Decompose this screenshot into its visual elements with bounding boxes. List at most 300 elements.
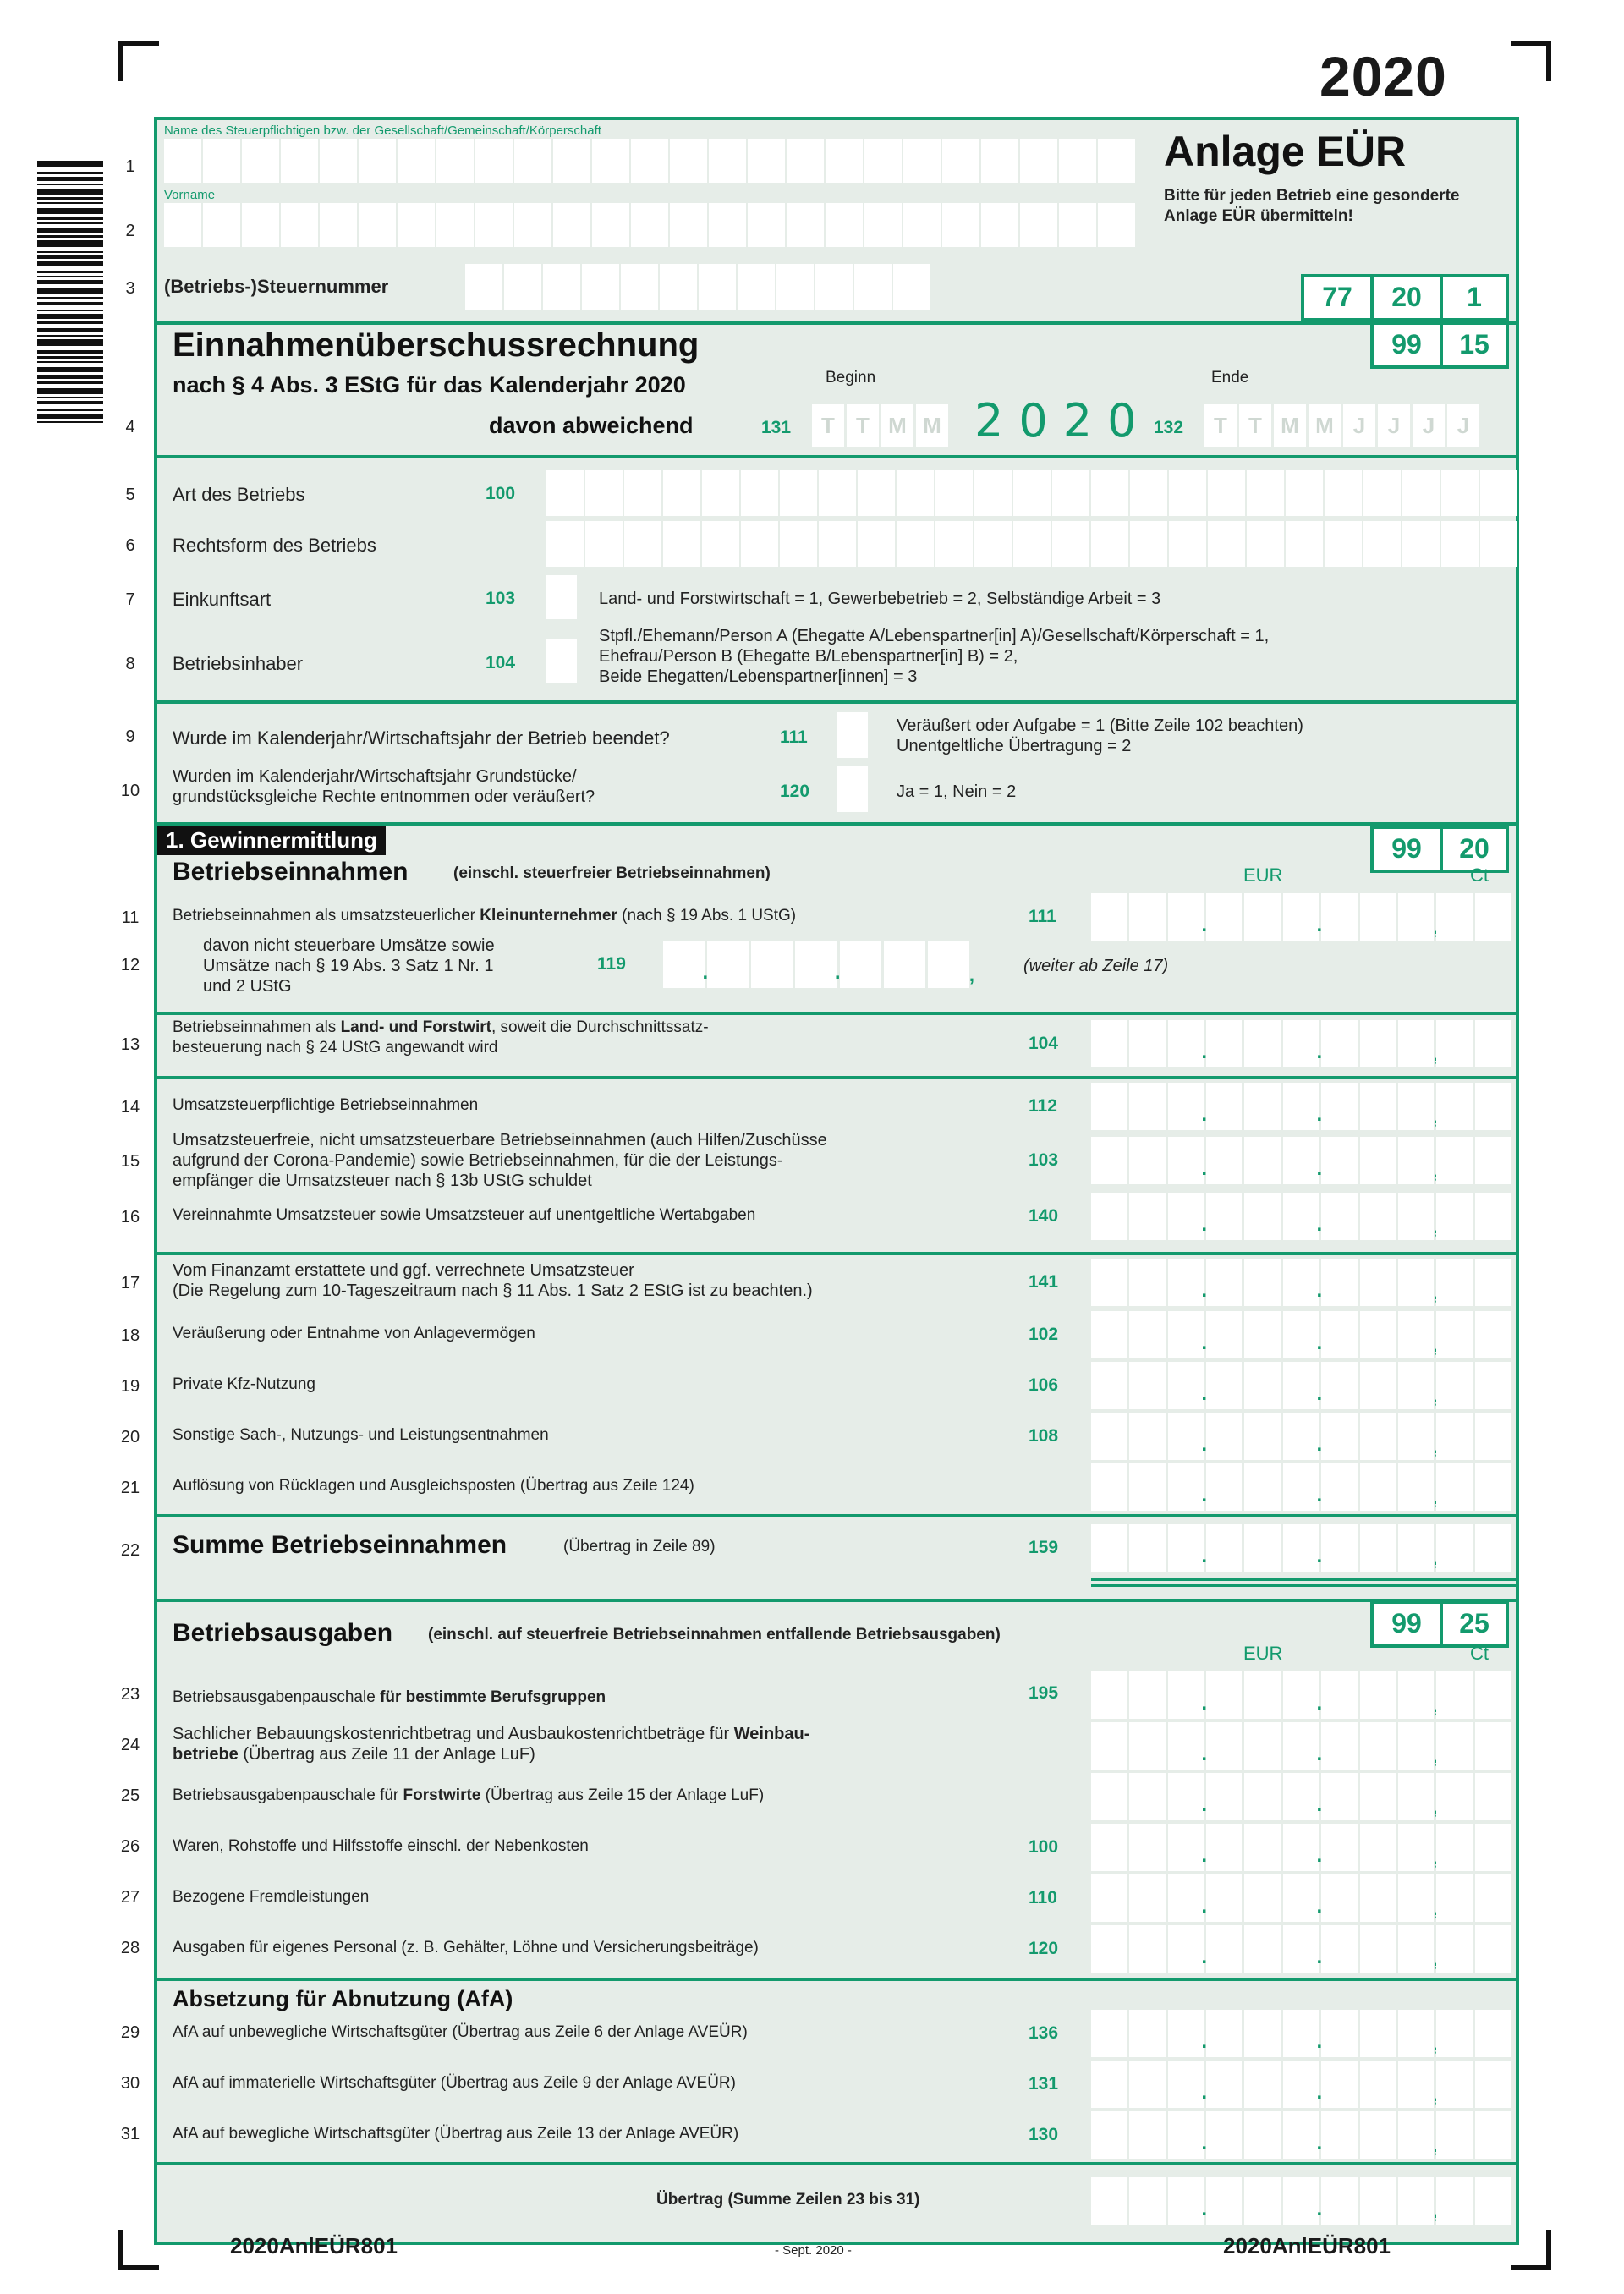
char-box[interactable] [582,264,619,310]
digit-box[interactable] [1206,1362,1242,1409]
digit-box[interactable] [1206,2177,1242,2225]
digit-box[interactable] [1283,1722,1319,1770]
digit-box[interactable] [1398,1083,1434,1130]
char-box[interactable] [1052,521,1089,567]
char-box[interactable] [1208,470,1245,516]
char-box[interactable] [621,264,658,310]
digit-box[interactable] [751,941,793,988]
digit-box[interactable] [1244,1311,1280,1358]
digit-box[interactable] [1244,2010,1280,2057]
char-box[interactable] [1020,203,1057,247]
digit-box[interactable] [1283,1524,1319,1572]
digit-box[interactable] [1206,1874,1242,1922]
char-box[interactable] [741,521,778,567]
digit-box[interactable] [1168,2010,1204,2057]
amount-field[interactable] [1091,2061,1511,2108]
char-box[interactable] [1020,139,1057,183]
char-box[interactable] [787,203,824,247]
char-box[interactable] [819,521,856,567]
char-box[interactable] [1098,203,1135,247]
digit-box[interactable] [1129,1413,1165,1460]
digit-box[interactable] [1475,1773,1511,1820]
digit-box[interactable] [1398,1362,1434,1409]
digit-box[interactable] [1168,1671,1204,1719]
char-box[interactable] [436,203,474,247]
digit-box[interactable] [1168,1083,1204,1130]
digit-box[interactable] [1360,2010,1396,2057]
einkunftsart-input[interactable] [546,575,577,619]
amount-field[interactable] [1091,893,1511,941]
digit-box[interactable] [1244,1874,1280,1922]
digit-box[interactable] [1475,1259,1511,1306]
digit-box[interactable] [1360,2111,1396,2159]
name-field[interactable] [164,139,1135,183]
digit-box[interactable] [1129,1524,1165,1572]
digit-box[interactable] [1206,893,1242,941]
digit-box[interactable] [1475,1193,1511,1240]
digit-box[interactable] [1168,1020,1204,1067]
digit-box[interactable] [1129,1137,1165,1184]
digit-box[interactable] [1168,1259,1204,1306]
digit-box[interactable] [1168,1925,1204,1973]
digit-box[interactable] [1475,2061,1511,2108]
digit-box[interactable] [1321,1259,1357,1306]
char-box[interactable] [585,470,623,516]
digit-box[interactable] [1360,1020,1396,1067]
digit-box[interactable] [1283,1671,1319,1719]
amount-field[interactable] [1091,1824,1511,1871]
digit-box[interactable] [1360,1773,1396,1820]
digit-box[interactable] [1321,1722,1357,1770]
char-box[interactable] [1286,470,1323,516]
char-box[interactable] [670,139,707,183]
char-box[interactable] [1098,139,1135,183]
digit-box[interactable] [1360,1824,1396,1871]
digit-box[interactable] [1360,1137,1396,1184]
char-box[interactable] [780,521,817,567]
char-box[interactable] [709,203,746,247]
char-box[interactable] [546,521,584,567]
char-box[interactable] [546,470,584,516]
digit-box[interactable] [1283,1193,1319,1240]
char-box[interactable] [935,470,973,516]
digit-box[interactable] [1475,1824,1511,1871]
char-box[interactable] [1363,521,1401,567]
art-des-betriebs-field[interactable] [546,470,1517,516]
digit-box[interactable] [1436,1824,1472,1871]
char-box[interactable] [702,470,739,516]
amount-field[interactable] [1091,1083,1511,1130]
digit-box[interactable] [1129,1020,1165,1067]
date-char-box[interactable]: J [1343,404,1375,447]
char-box[interactable] [854,264,892,310]
char-box[interactable] [1480,470,1517,516]
amount-field[interactable] [1091,1671,1511,1719]
amount-field[interactable] [1091,1773,1511,1820]
digit-box[interactable] [1360,893,1396,941]
digit-box[interactable] [1283,2111,1319,2159]
char-box[interactable] [359,139,396,183]
digit-box[interactable] [1436,893,1472,941]
amount-field[interactable] [1091,1311,1511,1358]
char-box[interactable] [1441,470,1479,516]
rechtsform-field[interactable] [546,521,1517,567]
digit-box[interactable] [1244,1524,1280,1572]
digit-box[interactable] [1398,1722,1434,1770]
digit-box[interactable] [1475,1722,1511,1770]
digit-box[interactable] [1091,2111,1127,2159]
digit-box[interactable] [1129,2177,1165,2225]
digit-box[interactable] [1206,2010,1242,2057]
betrieb-beendet-input[interactable] [837,712,868,758]
char-box[interactable] [702,521,739,567]
digit-box[interactable] [1091,2010,1127,2057]
date-char-box[interactable]: M [1274,404,1306,447]
digit-box[interactable] [1206,1773,1242,1820]
char-box[interactable] [819,470,856,516]
digit-box[interactable] [795,941,837,988]
char-box[interactable] [1091,521,1128,567]
digit-box[interactable] [1168,1193,1204,1240]
char-box[interactable] [1052,470,1089,516]
char-box[interactable] [203,139,240,183]
digit-box[interactable] [1283,1083,1319,1130]
digit-box[interactable] [1129,1824,1165,1871]
digit-box[interactable] [1398,1193,1434,1240]
digit-box[interactable] [1244,1193,1280,1240]
digit-box[interactable] [1398,1020,1434,1067]
char-box[interactable] [398,203,435,247]
digit-box[interactable] [1244,2111,1280,2159]
char-box[interactable] [864,139,902,183]
char-box[interactable] [624,521,661,567]
digit-box[interactable] [1168,2111,1204,2159]
digit-box[interactable] [1321,2061,1357,2108]
char-box[interactable] [709,139,746,183]
digit-box[interactable] [1436,1524,1472,1572]
digit-box[interactable] [1129,1259,1165,1306]
digit-box[interactable] [1206,1083,1242,1130]
digit-box[interactable] [1436,1874,1472,1922]
char-box[interactable] [465,264,502,310]
char-box[interactable] [624,470,661,516]
digit-box[interactable] [1206,1824,1242,1871]
char-box[interactable] [281,139,318,183]
digit-box[interactable] [1360,1259,1396,1306]
digit-box[interactable] [1436,1671,1472,1719]
digit-box[interactable] [1475,2010,1511,2057]
digit-box[interactable] [1129,1874,1165,1922]
digit-box[interactable] [1436,1925,1472,1973]
digit-box[interactable] [1475,1463,1511,1511]
date-char-box[interactable]: J [1447,404,1479,447]
digit-box[interactable] [1475,1413,1511,1460]
digit-box[interactable] [1398,1773,1434,1820]
amount-field[interactable] [1091,1362,1511,1409]
digit-box[interactable] [1244,1925,1280,1973]
digit-box[interactable] [1398,1463,1434,1511]
char-box[interactable] [748,203,785,247]
digit-box[interactable] [1360,1722,1396,1770]
digit-box[interactable] [1475,1874,1511,1922]
digit-box[interactable] [1168,1137,1204,1184]
char-box[interactable] [164,203,201,247]
digit-box[interactable] [1206,1722,1242,1770]
begin-date-field[interactable] [812,404,948,447]
digit-box[interactable] [1168,2061,1204,2108]
digit-box[interactable] [1398,2010,1434,2057]
digit-box[interactable] [1398,1259,1434,1306]
digit-box[interactable] [928,941,969,988]
digit-box[interactable] [1436,1137,1472,1184]
char-box[interactable] [942,203,979,247]
char-box[interactable] [1402,470,1440,516]
date-char-box[interactable]: J [1378,404,1410,447]
char-box[interactable] [1059,203,1096,247]
digit-box[interactable] [1436,2061,1472,2108]
char-box[interactable] [1247,470,1284,516]
digit-box[interactable] [1360,1874,1396,1922]
char-box[interactable] [663,521,700,567]
digit-box[interactable] [1129,1311,1165,1358]
digit-box[interactable] [1360,2061,1396,2108]
digit-box[interactable] [1321,1137,1357,1184]
digit-box[interactable] [1244,1773,1280,1820]
char-box[interactable] [553,139,590,183]
digit-box[interactable] [884,941,925,988]
digit-box[interactable] [1206,2061,1242,2108]
digit-box[interactable] [1091,1193,1127,1240]
digit-box[interactable] [1321,1671,1357,1719]
digit-box[interactable] [840,941,881,988]
digit-box[interactable] [1129,1193,1165,1240]
char-box[interactable] [359,203,396,247]
char-box[interactable] [815,264,853,310]
digit-box[interactable] [707,941,749,988]
char-box[interactable] [981,203,1018,247]
digit-box[interactable] [1360,2177,1396,2225]
digit-box[interactable] [1283,1773,1319,1820]
char-box[interactable] [741,470,778,516]
digit-box[interactable] [1436,2111,1472,2159]
digit-box[interactable] [1168,893,1204,941]
digit-box[interactable] [1398,1137,1434,1184]
digit-box[interactable] [1206,1671,1242,1719]
char-box[interactable] [942,139,979,183]
digit-box[interactable] [1436,1773,1472,1820]
char-box[interactable] [826,139,863,183]
digit-box[interactable] [1321,1362,1357,1409]
digit-box[interactable] [1360,1671,1396,1719]
digit-box[interactable] [1360,1463,1396,1511]
char-box[interactable] [903,139,941,183]
tax-number-field[interactable] [465,264,930,310]
digit-box[interactable] [1360,1193,1396,1240]
char-box[interactable] [1013,470,1051,516]
digit-box[interactable] [1398,1413,1434,1460]
digit-box[interactable] [1321,1925,1357,1973]
char-box[interactable] [1441,521,1479,567]
digit-box[interactable] [1129,1925,1165,1973]
digit-box[interactable] [1091,1773,1127,1820]
digit-box[interactable] [1168,1524,1204,1572]
char-box[interactable] [981,139,1018,183]
date-char-box[interactable]: M [881,404,914,447]
char-box[interactable] [935,521,973,567]
digit-box[interactable] [1398,2177,1434,2225]
digit-box[interactable] [663,941,705,988]
digit-box[interactable] [1168,1722,1204,1770]
digit-box[interactable] [1206,1137,1242,1184]
digit-box[interactable] [1091,1722,1127,1770]
date-char-box[interactable]: T [812,404,844,447]
char-box[interactable] [864,203,902,247]
char-box[interactable] [699,264,736,310]
char-box[interactable] [514,203,551,247]
digit-box[interactable] [1283,1137,1319,1184]
char-box[interactable] [1091,470,1128,516]
digit-box[interactable] [1475,2111,1511,2159]
digit-box[interactable] [1321,1824,1357,1871]
amount-field[interactable] [1091,1722,1511,1770]
char-box[interactable] [1363,470,1401,516]
digit-box[interactable] [1168,1463,1204,1511]
amount-field[interactable] [663,941,969,988]
digit-box[interactable] [1475,1020,1511,1067]
char-box[interactable] [1169,521,1206,567]
char-box[interactable] [974,470,1012,516]
char-box[interactable] [504,264,541,310]
digit-box[interactable] [1244,1020,1280,1067]
char-box[interactable] [780,470,817,516]
date-char-box[interactable]: J [1413,404,1445,447]
char-box[interactable] [203,203,240,247]
digit-box[interactable] [1283,2177,1319,2225]
digit-box[interactable] [1360,1524,1396,1572]
digit-box[interactable] [1283,1413,1319,1460]
digit-box[interactable] [1244,1362,1280,1409]
digit-box[interactable] [1244,1137,1280,1184]
digit-box[interactable] [1436,1020,1472,1067]
digit-box[interactable] [1321,1020,1357,1067]
date-char-box[interactable]: T [1204,404,1237,447]
digit-box[interactable] [1091,2061,1127,2108]
betriebsinhaber-input[interactable] [546,639,577,683]
digit-box[interactable] [1475,1524,1511,1572]
digit-box[interactable] [1244,1259,1280,1306]
amount-field[interactable] [1091,1137,1511,1184]
first-name-field[interactable] [164,203,1135,247]
digit-box[interactable] [1129,1463,1165,1511]
digit-box[interactable] [1321,1773,1357,1820]
char-box[interactable] [475,203,513,247]
digit-box[interactable] [1244,1722,1280,1770]
digit-box[interactable] [1206,1193,1242,1240]
digit-box[interactable] [1283,1463,1319,1511]
char-box[interactable] [242,203,279,247]
char-box[interactable] [1169,470,1206,516]
digit-box[interactable] [1360,1925,1396,1973]
date-char-box[interactable]: T [847,404,879,447]
digit-box[interactable] [1091,1362,1127,1409]
digit-box[interactable] [1091,893,1127,941]
digit-box[interactable] [1129,1722,1165,1770]
digit-box[interactable] [1475,2177,1511,2225]
char-box[interactable] [974,521,1012,567]
digit-box[interactable] [1321,1524,1357,1572]
char-box[interactable] [748,139,785,183]
digit-box[interactable] [1321,2177,1357,2225]
digit-box[interactable] [1475,1137,1511,1184]
digit-box[interactable] [1206,1524,1242,1572]
digit-box[interactable] [1436,1722,1472,1770]
digit-box[interactable] [1168,1824,1204,1871]
digit-box[interactable] [1398,1925,1434,1973]
char-box[interactable] [1325,470,1362,516]
char-box[interactable] [320,203,357,247]
amount-field[interactable] [1091,1193,1511,1240]
digit-box[interactable] [1129,2111,1165,2159]
digit-box[interactable] [1168,1773,1204,1820]
amount-field[interactable] [1091,1925,1511,1973]
char-box[interactable] [585,521,623,567]
digit-box[interactable] [1244,2061,1280,2108]
char-box[interactable] [281,203,318,247]
char-box[interactable] [897,470,934,516]
digit-box[interactable] [1244,1671,1280,1719]
digit-box[interactable] [1168,2177,1204,2225]
char-box[interactable] [242,139,279,183]
digit-box[interactable] [1129,1362,1165,1409]
char-box[interactable] [893,264,930,310]
char-box[interactable] [475,139,513,183]
digit-box[interactable] [1436,1083,1472,1130]
digit-box[interactable] [1436,2177,1472,2225]
digit-box[interactable] [1475,1311,1511,1358]
digit-box[interactable] [1244,1083,1280,1130]
digit-box[interactable] [1283,1925,1319,1973]
char-box[interactable] [1247,521,1284,567]
digit-box[interactable] [1129,893,1165,941]
digit-box[interactable] [1091,1824,1127,1871]
amount-field[interactable] [1091,2111,1511,2159]
digit-box[interactable] [1206,1463,1242,1511]
digit-box[interactable] [1283,893,1319,941]
char-box[interactable] [663,470,700,516]
digit-box[interactable] [1244,1824,1280,1871]
digit-box[interactable] [1244,1463,1280,1511]
digit-box[interactable] [1206,1311,1242,1358]
amount-field[interactable] [1091,1874,1511,1922]
char-box[interactable] [1480,521,1517,567]
digit-box[interactable] [1436,1413,1472,1460]
digit-box[interactable] [1475,1925,1511,1973]
digit-box[interactable] [1283,1824,1319,1871]
digit-box[interactable] [1360,1362,1396,1409]
digit-box[interactable] [1398,2061,1434,2108]
char-box[interactable] [660,264,697,310]
char-box[interactable] [858,521,895,567]
amount-field[interactable] [1091,1413,1511,1460]
digit-box[interactable] [1091,1671,1127,1719]
grundstuecke-input[interactable] [837,766,868,812]
date-char-box[interactable]: T [1239,404,1271,447]
digit-box[interactable] [1091,1874,1127,1922]
digit-box[interactable] [1475,1671,1511,1719]
digit-box[interactable] [1398,2111,1434,2159]
digit-box[interactable] [1360,1311,1396,1358]
digit-box[interactable] [1206,1925,1242,1973]
